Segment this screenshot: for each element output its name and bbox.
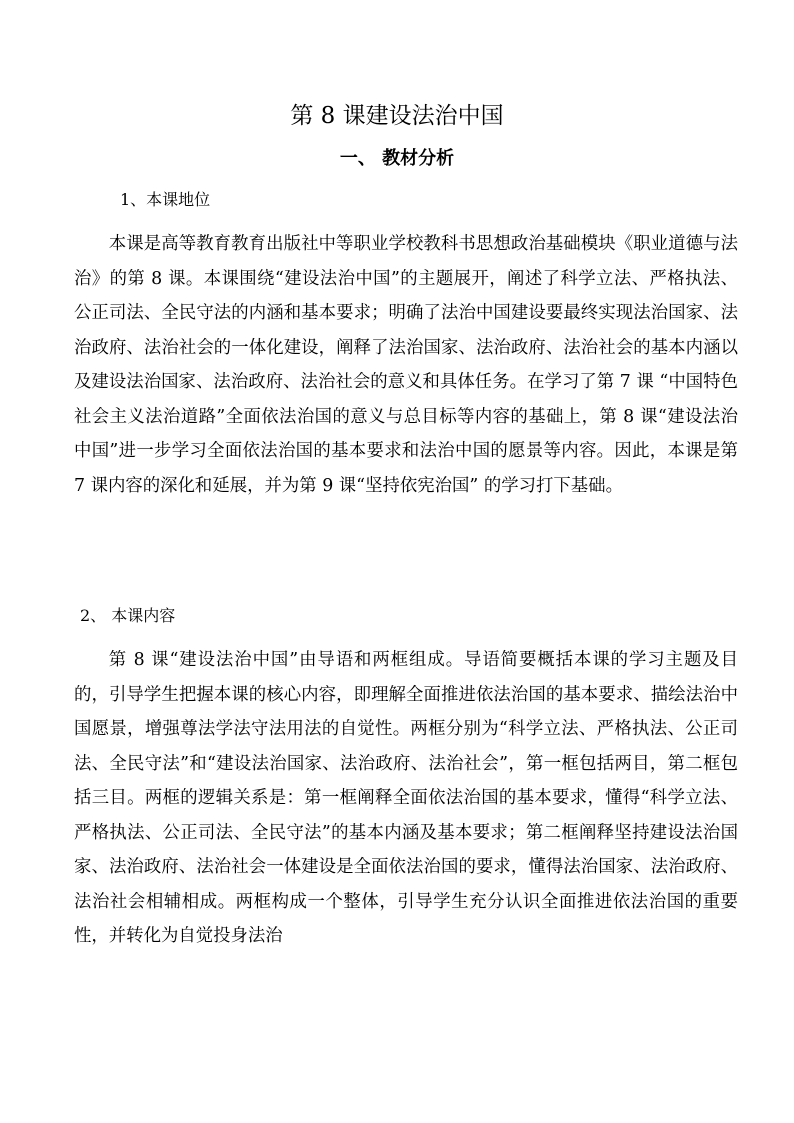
subsection-label-course-content: 2、 本课内容 <box>80 606 176 625</box>
page-title: 第 8 课建设法治中国 <box>290 103 504 129</box>
subsection-label-course-position: 1、本课地位 <box>120 190 211 209</box>
section-heading-textbook-analysis: 一、 教材分析 <box>339 148 455 169</box>
paragraph-course-content: 第 8 课“建设法治中国”由导语和两框组成。导语简要概括本课的学习主题及目的，引导学生把握本课的核心内容，即理解全面推进依法治国的基本要求、描绘法治中国愿景，增强尊法学法守法用法的自觉性。两框分别为“科学立法、严格执法、公正司法、全民守法”和“建设法治国家、法治政府、法治社会”，第一框包括两目，第二框包括三目。两框的逻辑关系是：第一框阐释全面依法治国的基本要求，懂得“科学立法、严格执法、公正司法、全民守法”的基本内涵及基本要求；第二框阐释坚持建设法治国家、法治政府、法治社会一体建设是全面依法治国的要求，懂得法治国家、法治政府、法治社会相辅相成。两框构成一个整体，引导学生充分认识全面推进依法治国的重要性，并转化为自觉投身法治 <box>74 650 738 946</box>
paragraph-course-position: 本课是高等教育教育出版社中等职业学校教科书思想政治基础模块《职业道德与法治》的第 8 课。本课围绕“建设法治中国”的主题展开，阐述了科学立法、严格执法、公正司法、全民守法的内涵和基本要求；明确了法治中国建设要最终实现法治国家、法治政府、法治社会的一体化建设，阐释了法治国家、法治政府、法治社会的基本内涵以及建设法治国家、法治政府、法治社会的意义和具体任务。在学习了第 7 课 “中国特色社会主义法治道路”全面依法治国的意义与总目标等内容的基础上，第 8 课“建设法治中国”进一步学习全面依法治国的基本要求和法治中国的愿景等内容。因此，本课是第 7 课内容的深化和延展，并为第 9 课“坚持依宪治国” 的学习打下基础。 <box>74 234 738 496</box>
